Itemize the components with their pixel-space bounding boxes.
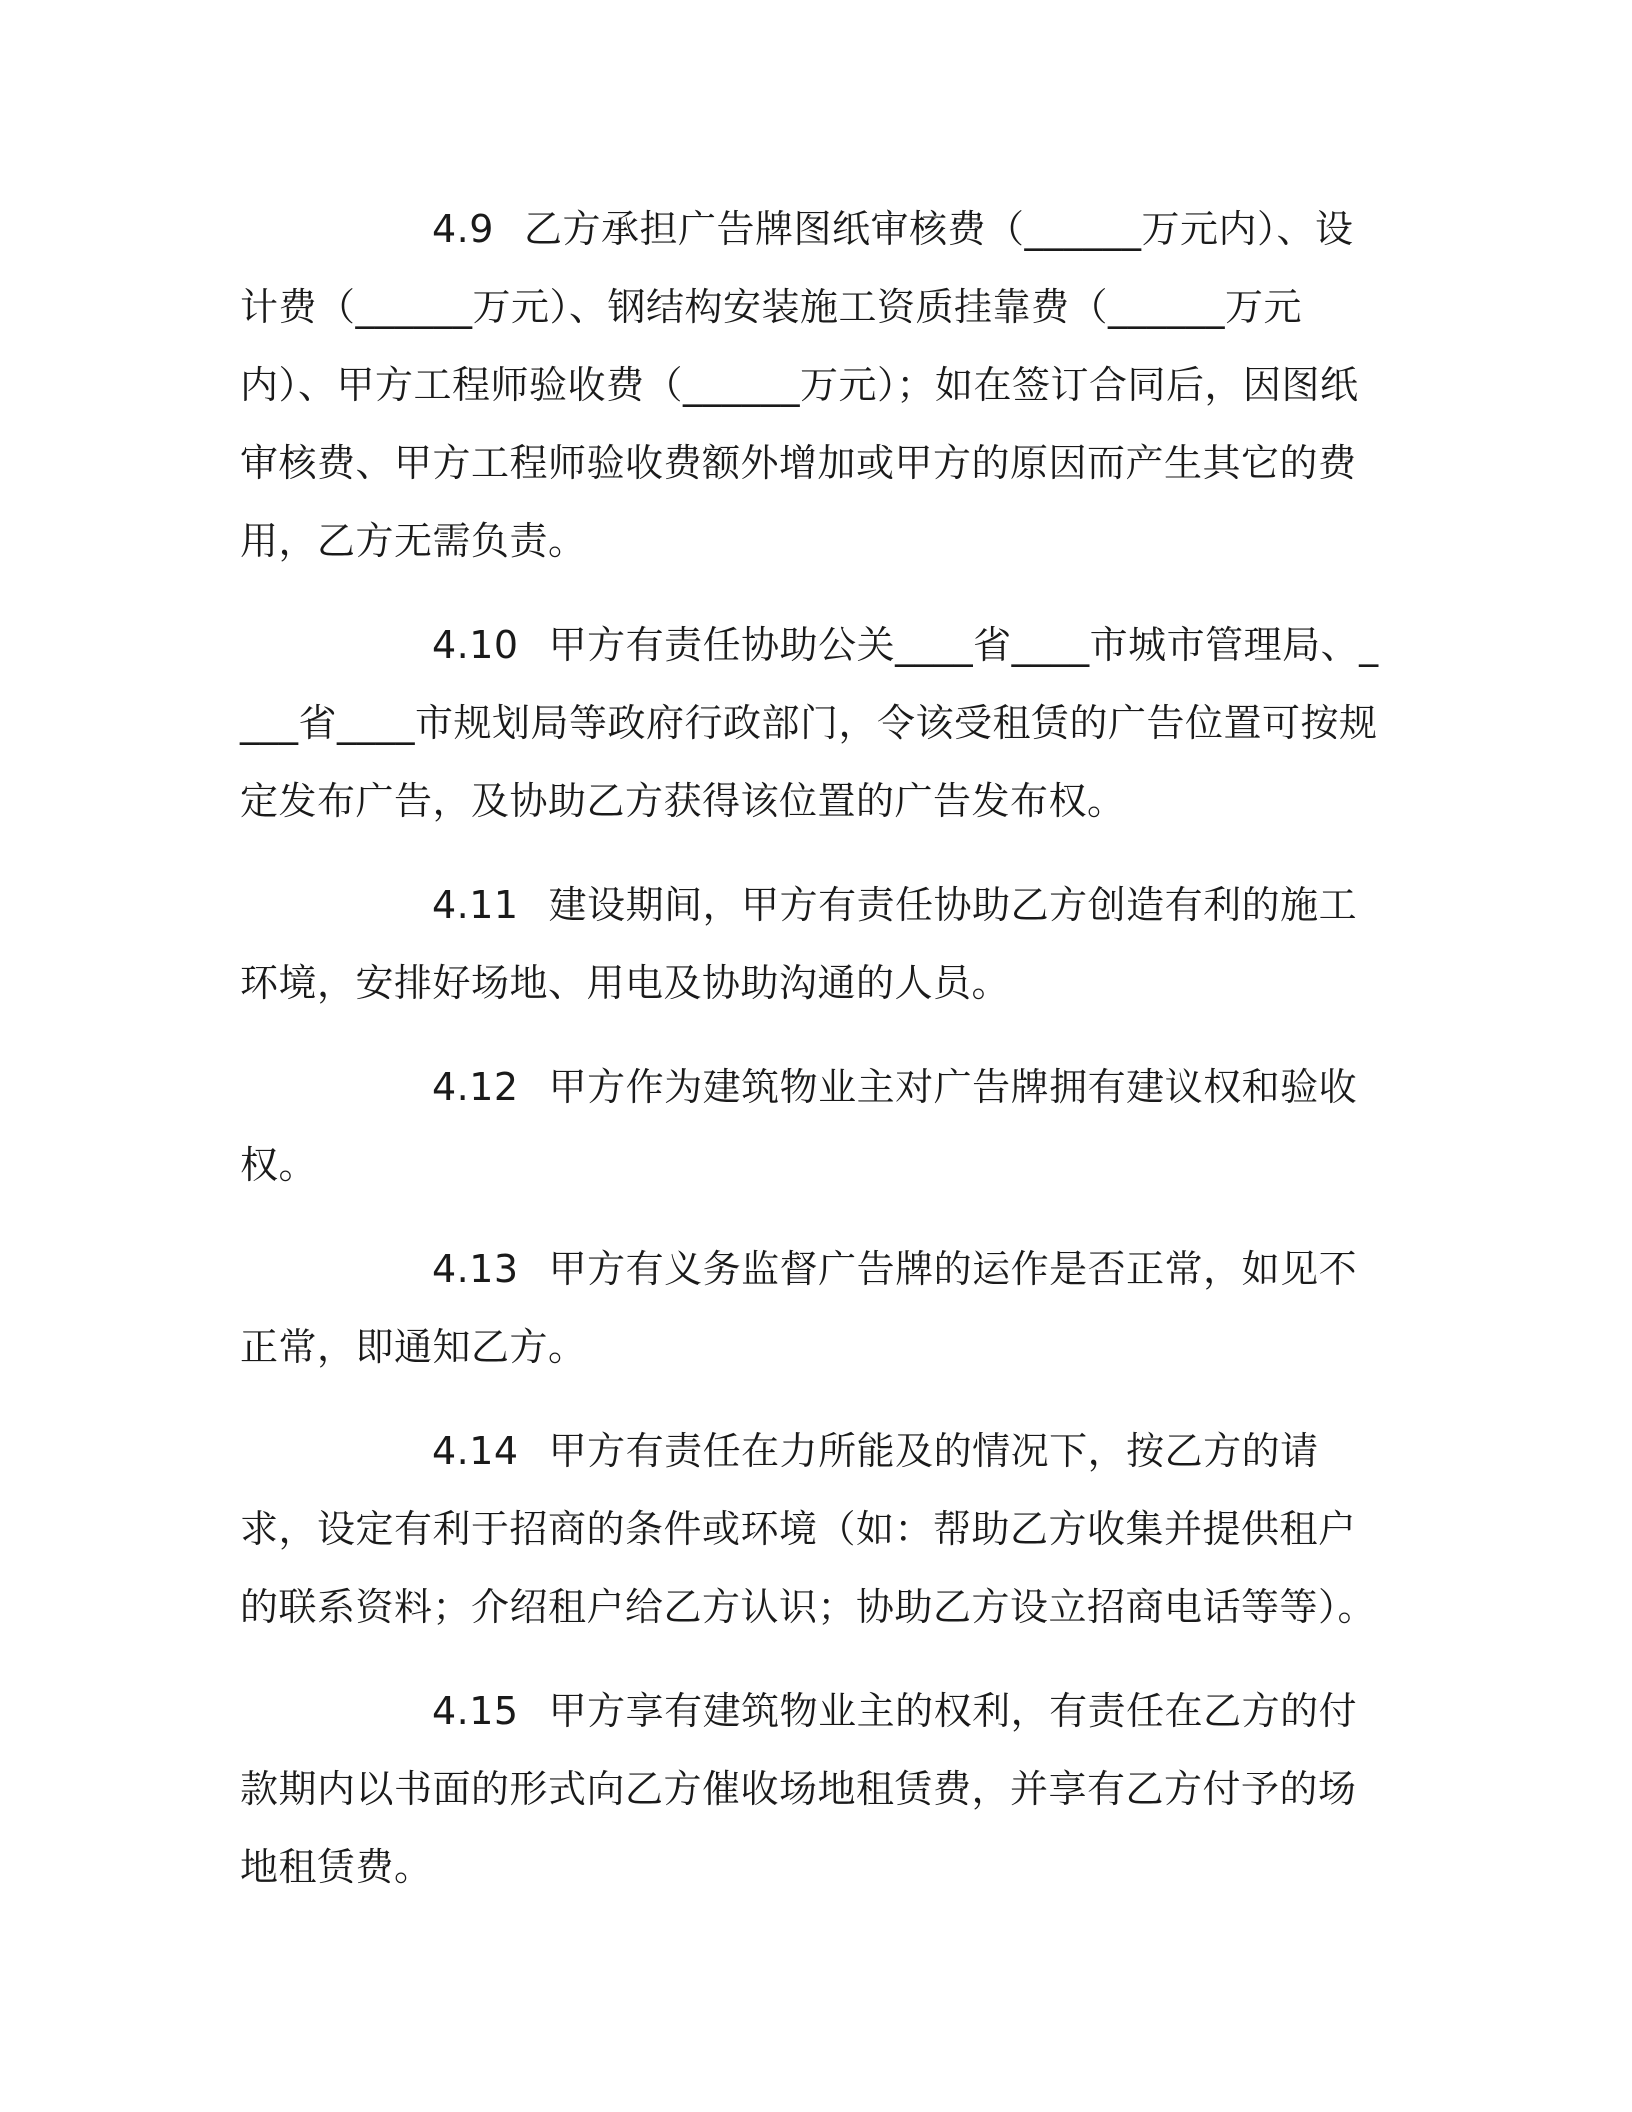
clause-number: 4.15 bbox=[432, 1689, 519, 1733]
clause-text: 乙方承担广告牌图纸审核费（______万元内）、设计费（______万元）、钢结构安装施工资质挂靠费（______万元内）、甲方工程师验收费（______万元）；如在签订合同后，因图纸审核费、甲方工程师验收费额外增加或甲方的原因而产生其它的费用，乙方无需负责。 bbox=[240, 207, 1359, 563]
clause-4-10 bbox=[240, 606, 1390, 840]
clause-number: 4.14 bbox=[432, 1429, 519, 1473]
clause-number: 4.13 bbox=[432, 1247, 519, 1291]
clause-text: 甲方有义务监督广告牌的运作是否正常，如见不正常，即通知乙方。 bbox=[240, 1247, 1358, 1369]
clause-4-14 bbox=[240, 1412, 1390, 1646]
clause-number: 4.12 bbox=[432, 1065, 519, 1109]
document-page bbox=[240, 190, 1390, 1932]
clause-text: 甲方作为建筑物业主对广告牌拥有建议权和验收权。 bbox=[240, 1065, 1358, 1187]
clause-text: 甲方有责任在力所能及的情况下，按乙方的请求，设定有利于招商的条件或环境（如：帮助乙方收集并提供租户的联系资料；介绍租户给乙方认识；协助乙方设立招商电话等等）。 bbox=[240, 1429, 1377, 1629]
clause-text: 甲方享有建筑物业主的权利，有责任在乙方的付款期内以书面的形式向乙方催收场地租赁费，并享有乙方付予的场地租赁费。 bbox=[240, 1689, 1358, 1889]
clause-number: 4.11 bbox=[432, 883, 519, 927]
clause-text: 建设期间，甲方有责任协助乙方创造有利的施工环境，安排好场地、用电及协助沟通的人员。 bbox=[240, 883, 1358, 1005]
clause-4-11 bbox=[240, 866, 1390, 1022]
clause-text: 甲方有责任协助公关____省____市城市管理局、____省____市规划局等政府行政部门，令该受租赁的广告位置可按规定发布广告，及协助乙方获得该位置的广告发布权。 bbox=[240, 623, 1379, 823]
clause-number: 4.10 bbox=[432, 623, 519, 667]
clause-4-9 bbox=[240, 190, 1390, 580]
clause-4-12 bbox=[240, 1048, 1390, 1204]
clause-4-15 bbox=[240, 1672, 1390, 1906]
clause-number: 4.9 bbox=[432, 207, 494, 251]
clause-4-13 bbox=[240, 1230, 1390, 1386]
